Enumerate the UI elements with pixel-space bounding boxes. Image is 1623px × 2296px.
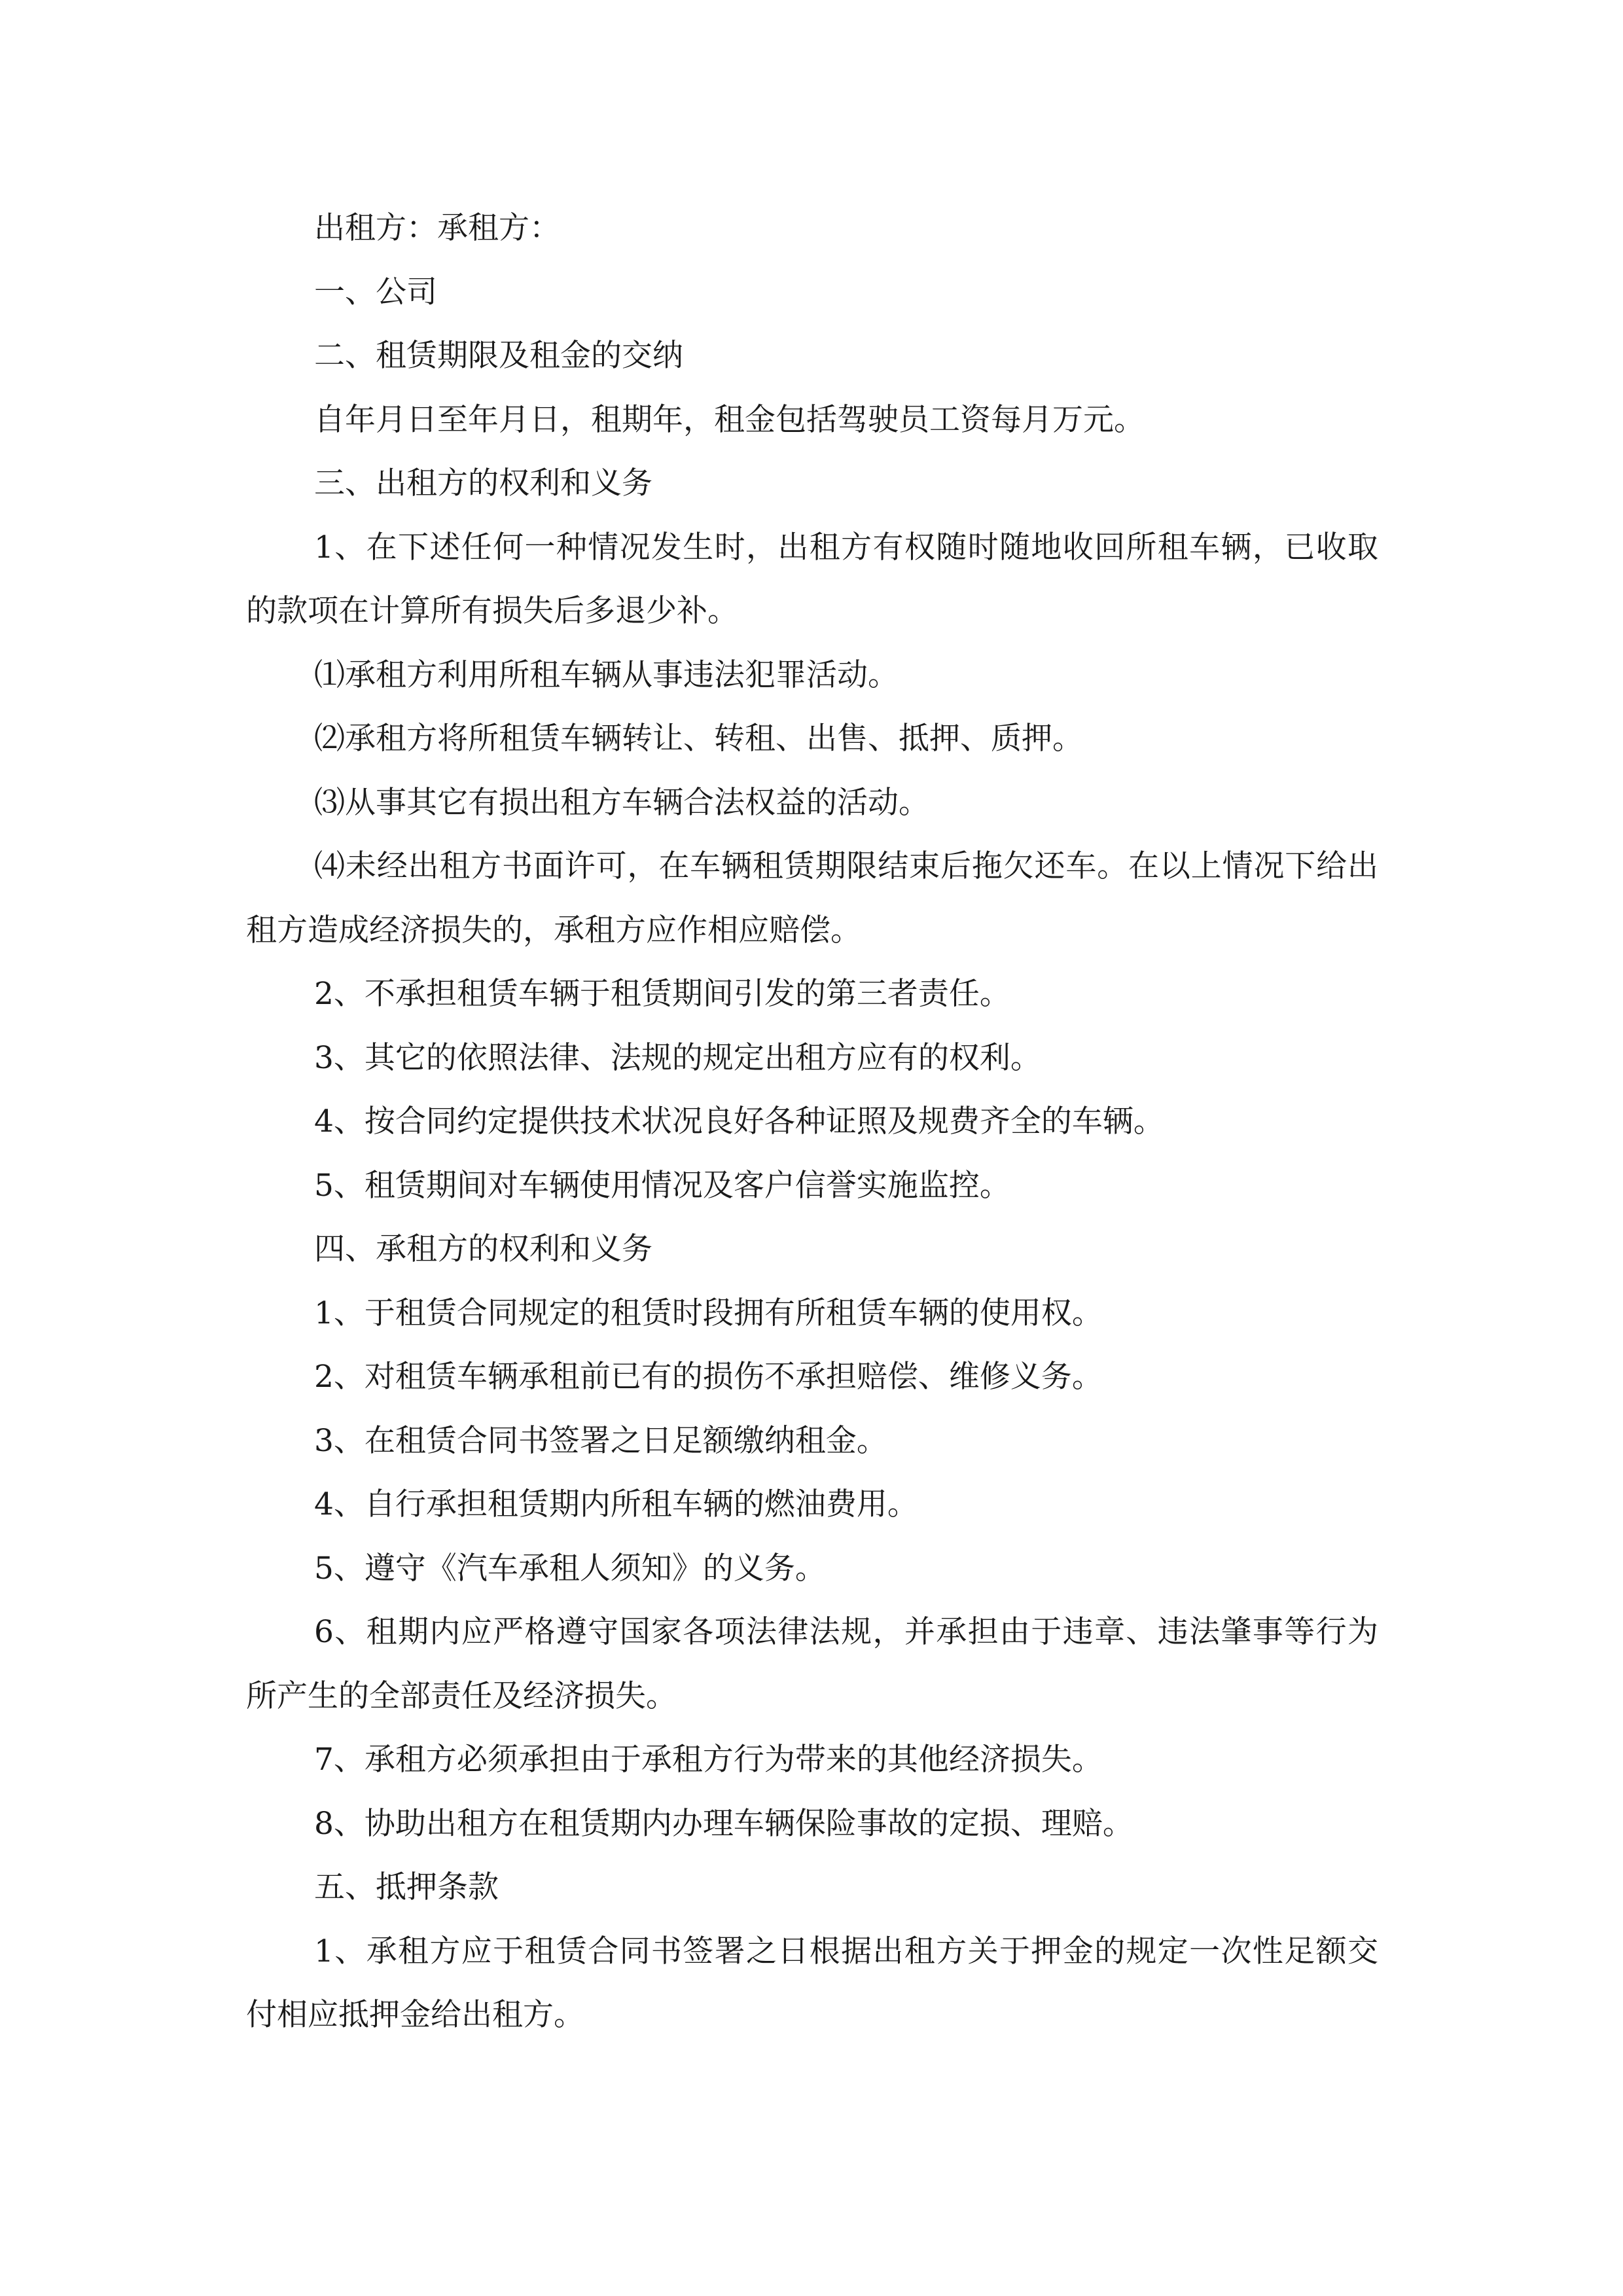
lessee-clause-6: 6、租期内应严格遵守国家各项法律法规，并承担由于违章、违法肇事等行为所产生的全部责任及经济损失。 bbox=[246, 1614, 1378, 1714]
lessor-clause-2: 2、不承担租赁车辆于租赁期间引发的第三者责任。 bbox=[314, 976, 1010, 1012]
lessee-clause-1: 1、于租赁合同规定的租赁时段拥有所租赁车辆的使用权。 bbox=[314, 1295, 1103, 1331]
lessee-clause-2: 2、对租赁车辆承租前已有的损伤不承担赔偿、维修义务。 bbox=[314, 1359, 1103, 1395]
lessor-clause-1-item-4: ⑷未经出租方书面许可，在车辆租赁期限结束后拖欠还车。在以上情况下给出租方造成经济损失的，承租方应作相应赔偿。 bbox=[246, 848, 1378, 948]
lessee-clause-7: 7、承租方必须承担由于承租方行为带来的其他经济损失。 bbox=[314, 1742, 1103, 1778]
lessee-clause-8: 8、协助出租方在租赁期内办理车辆保险事故的定损、理赔。 bbox=[314, 1805, 1133, 1842]
lessee-clause-5: 5、遵守《汽车承租人须知》的义务。 bbox=[314, 1550, 826, 1587]
lease-term-paragraph: 自年月日至年月日，租期年，租金包括驾驶员工资每月万元。 bbox=[314, 401, 1145, 438]
lessor-clause-1-item-3: ⑶从事其它有损出租方车辆合法权益的活动。 bbox=[314, 784, 929, 821]
document-body bbox=[246, 196, 1378, 2047]
deposit-clause-1: 1、承租方应于租赁合同书签署之日根据出租方关于押金的规定一次性足额交付相应抵押金给出租方。 bbox=[246, 1933, 1378, 2033]
lessor-clause-1-item-2: ⑵承租方将所租赁车辆转让、转租、出售、抵押、质押。 bbox=[314, 721, 1083, 757]
lessor-clause-5: 5、租赁期间对车辆使用情况及客户信誉实施监控。 bbox=[314, 1167, 1010, 1204]
parties-line: 出租方：承租方： bbox=[314, 210, 560, 246]
section-1-heading: 一、公司 bbox=[314, 274, 437, 310]
section-2-heading: 二、租赁期限及租金的交纳 bbox=[314, 338, 683, 374]
lessee-clause-4: 4、自行承担租赁期内所租车辆的燃油费用。 bbox=[314, 1486, 918, 1522]
lessee-clause-3: 3、在租赁合同书签署之日足额缴纳租金。 bbox=[314, 1422, 887, 1459]
section-5-heading: 五、抵押条款 bbox=[314, 1869, 499, 1905]
section-4-heading: 四、承租方的权利和义务 bbox=[314, 1231, 652, 1267]
lessor-clause-1: 1、在下述任何一种情况发生时，出租方有权随时随地收回所租车辆，已收取的款项在计算所有损失后多退少补。 bbox=[246, 529, 1378, 629]
lessor-clause-4: 4、按合同约定提供技术状况良好各种证照及规费齐全的车辆。 bbox=[314, 1103, 1164, 1139]
section-3-heading: 三、出租方的权利和义务 bbox=[314, 465, 652, 501]
lessor-clause-1-item-1: ⑴承租方利用所租车辆从事违法犯罪活动。 bbox=[314, 656, 899, 693]
lessor-clause-3: 3、其它的依照法律、法规的规定出租方应有的权利。 bbox=[314, 1039, 1041, 1076]
